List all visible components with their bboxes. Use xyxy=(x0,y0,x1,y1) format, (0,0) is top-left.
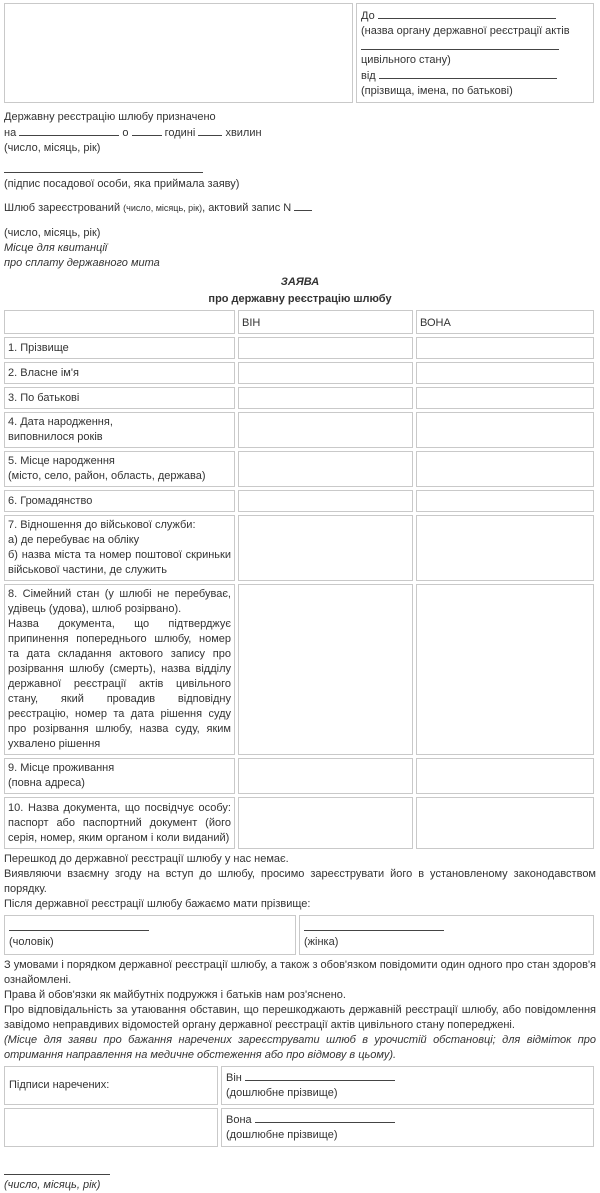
husband-surname-cell[interactable] xyxy=(4,915,296,955)
registered-date-hint: (число, місяць, рік) xyxy=(123,203,203,213)
receipt-line-2: про сплату державного мита xyxy=(4,257,160,269)
he-value-cell[interactable] xyxy=(238,451,413,487)
header-address-cell xyxy=(356,3,594,103)
document-title: ЗАЯВА xyxy=(280,276,320,288)
registration-line: Державну реєстрацію шлюбу призначено xyxy=(4,111,216,123)
row-label-line: Назва документа, що підтверджує припинення попереднього шлюбу, номер та дата складання актового запису про розірвання шлюбу (смерть), назва відділу державної реєстрації актів цивільного стану, який провадив відповідну реєстрацію, номер та дата рішення суду про розірвання шлюбу, назва суду, яким ухвалено рішення xyxy=(8,618,231,750)
she-signature-line xyxy=(255,1112,395,1123)
table-header-empty xyxy=(4,310,235,334)
header-table xyxy=(1,0,597,106)
date-hint-2: (число, місяць, рік) xyxy=(4,227,101,239)
table-row xyxy=(4,515,594,581)
he-signature-cell[interactable] xyxy=(221,1066,594,1105)
signatures-label: Підписи наречених: xyxy=(4,1066,218,1105)
row-label-cell xyxy=(4,362,235,384)
header-empty-cell xyxy=(4,3,353,103)
she-value-cell[interactable] xyxy=(416,490,594,512)
row-label-cell xyxy=(4,584,235,755)
on-label: на xyxy=(4,127,17,139)
from-line xyxy=(379,68,557,79)
document-subtitle: про державну реєстрацію шлюбу xyxy=(208,293,392,305)
final-date-line xyxy=(4,1164,110,1175)
from-hint: (прізвища, імена, по батькові) xyxy=(361,85,513,97)
row-label-line: а) де перебуває на обліку xyxy=(8,534,140,546)
surname-table xyxy=(1,912,597,958)
he-label: Він xyxy=(226,1072,242,1084)
registration-block xyxy=(4,106,596,271)
row-label-line: 5. Місце народження xyxy=(8,455,115,467)
consent-text: Виявляючи взаємну згоду на вступ до шлюбу, просимо зареєструвати його в установленому законодавством порядку. xyxy=(4,868,596,895)
she-value-cell[interactable] xyxy=(416,387,594,409)
row-label-line: 3. По батькові xyxy=(8,391,80,404)
row-label-line: 8. Сімейний стан (у шлюбі не перебуває, удівець (удова), шлюб розірвано). xyxy=(8,588,231,615)
she-value-cell[interactable] xyxy=(416,337,594,359)
col-she: ВОНА xyxy=(416,310,594,334)
table-row xyxy=(4,451,594,487)
row-label-line: 7. Відношення до військової служби: xyxy=(8,519,196,531)
signatures-table xyxy=(1,1063,597,1150)
row-label-line: 4. Дата народження, xyxy=(8,416,113,428)
organ-hint-2: цивільного стану) xyxy=(361,54,451,66)
he-premarital-hint: (дошлюбне прізвище) xyxy=(226,1087,338,1099)
registered-label: Шлюб зареєстрований xyxy=(4,202,121,214)
at-label: о xyxy=(122,127,129,139)
row-label-line: 9. Місце проживання xyxy=(8,762,115,774)
minutes-label: хвилин xyxy=(225,127,262,139)
organ-line xyxy=(378,8,556,19)
row-label-line: (місто, село, район, область, держава) xyxy=(8,470,206,482)
table-row xyxy=(4,490,594,512)
responsibility-text: Про відповідальність за утаювання обставин, що перешкоджають державній реєстрації шлюбу, або повідомлення завідомо неправдивих відомостей органу державної реєстрації актів цивільного стану попереджені. xyxy=(4,1004,596,1031)
row-label-cell xyxy=(4,387,235,409)
table-row xyxy=(4,758,594,794)
hours-line xyxy=(132,125,162,136)
row-label-cell xyxy=(4,490,235,512)
to-label: До xyxy=(361,10,375,22)
acknowledgements-block xyxy=(4,958,596,1063)
row-label-cell xyxy=(4,337,235,359)
signatures-label-empty xyxy=(4,1108,218,1147)
wife-surname-line xyxy=(304,920,444,931)
date-hint: (число, місяць, рік) xyxy=(4,142,101,154)
organ-line-2 xyxy=(361,39,559,50)
signature-hint: (підпис посадової особи, яка приймала заяву) xyxy=(4,178,240,190)
he-value-cell[interactable] xyxy=(238,758,413,794)
she-value-cell[interactable] xyxy=(416,515,594,581)
wife-hint: (жінка) xyxy=(304,936,339,948)
he-value-cell[interactable] xyxy=(238,584,413,755)
row-label-cell xyxy=(4,515,235,581)
row-label-cell xyxy=(4,797,235,849)
receipt-line-1: Місце для квитанції xyxy=(4,242,108,254)
she-value-cell[interactable] xyxy=(416,451,594,487)
he-value-cell[interactable] xyxy=(238,490,413,512)
rights-text: Права й обов'язки як майбутніх подружжя і батьків нам роз'яснено. xyxy=(4,989,346,1001)
hours-label: годині xyxy=(164,127,196,139)
he-value-cell[interactable] xyxy=(238,515,413,581)
row-label-line: виповнилося років xyxy=(8,431,103,443)
row-label-cell xyxy=(4,412,235,448)
row-label-line: 2. Власне ім'я xyxy=(8,366,79,379)
he-value-cell[interactable] xyxy=(238,387,413,409)
table-row xyxy=(4,387,594,409)
she-value-cell[interactable] xyxy=(416,584,594,755)
wife-surname-cell[interactable] xyxy=(299,915,594,955)
husband-hint: (чоловік) xyxy=(9,936,54,948)
row-label-line: 1. Прізвище xyxy=(8,341,69,354)
she-value-cell[interactable] xyxy=(416,412,594,448)
surname-wish-text: Після державної реєстрації шлюбу бажаємо мати прізвище: xyxy=(4,898,311,910)
husband-surname-line xyxy=(9,920,149,931)
no-obstacles-text: Перешкод до державної реєстрації шлюбу у нас немає. xyxy=(4,853,289,865)
table-row xyxy=(4,584,594,755)
organ-hint: (назва органу державної реєстрації актів xyxy=(361,25,570,37)
row-label-cell xyxy=(4,451,235,487)
row-label-line: б) назва міста та номер поштової скриньки військової частини, де служить xyxy=(8,549,231,576)
row-label-cell xyxy=(4,758,235,794)
she-value-cell[interactable] xyxy=(416,362,594,384)
date-line xyxy=(19,125,119,136)
he-value-cell[interactable] xyxy=(238,337,413,359)
he-value-cell[interactable] xyxy=(238,797,413,849)
she-premarital-hint: (дошлюбне прізвище) xyxy=(226,1129,338,1141)
row-label-line: 10. Назва документа, що посвідчує особу: паспорт або паспортний документ (його серія, номер, яким органом і коли виданий) xyxy=(8,801,231,844)
she-value-cell[interactable] xyxy=(416,758,594,794)
signature-line xyxy=(4,162,203,173)
declarations-block xyxy=(4,852,596,912)
from-label: від xyxy=(361,70,376,82)
table-row xyxy=(4,797,594,849)
he-signature-line xyxy=(245,1070,395,1081)
table-row xyxy=(4,412,594,448)
table-row xyxy=(4,337,594,359)
row-label-line: (повна адреса) xyxy=(8,777,85,789)
he-value-cell[interactable] xyxy=(238,362,413,384)
record-line xyxy=(294,200,312,211)
minutes-line xyxy=(198,125,222,136)
he-value-cell[interactable] xyxy=(238,412,413,448)
health-ack-text: З умовами і порядком державної реєстрації шлюбу, а також з обов'язком повідомити один одного про стан здоров'я ознайомлені. xyxy=(4,959,596,986)
col-he: ВІН xyxy=(238,310,413,334)
applicants-table xyxy=(1,307,597,852)
she-signature-cell[interactable] xyxy=(221,1108,594,1147)
record-label: , актовий запис N xyxy=(202,202,292,214)
row-label-line: 6. Громадянство xyxy=(8,494,93,507)
she-label: Вона xyxy=(226,1114,252,1126)
she-value-cell[interactable] xyxy=(416,797,594,849)
table-row xyxy=(4,362,594,384)
final-date-hint: (число, місяць, рік) xyxy=(4,1179,101,1191)
ceremony-note: (Місце для заяви про бажання наречених зареєструвати шлюб в урочистій обстановці; для відміток про отримання направлення на медичне обстеження або про відмову в цьому). xyxy=(4,1034,596,1061)
